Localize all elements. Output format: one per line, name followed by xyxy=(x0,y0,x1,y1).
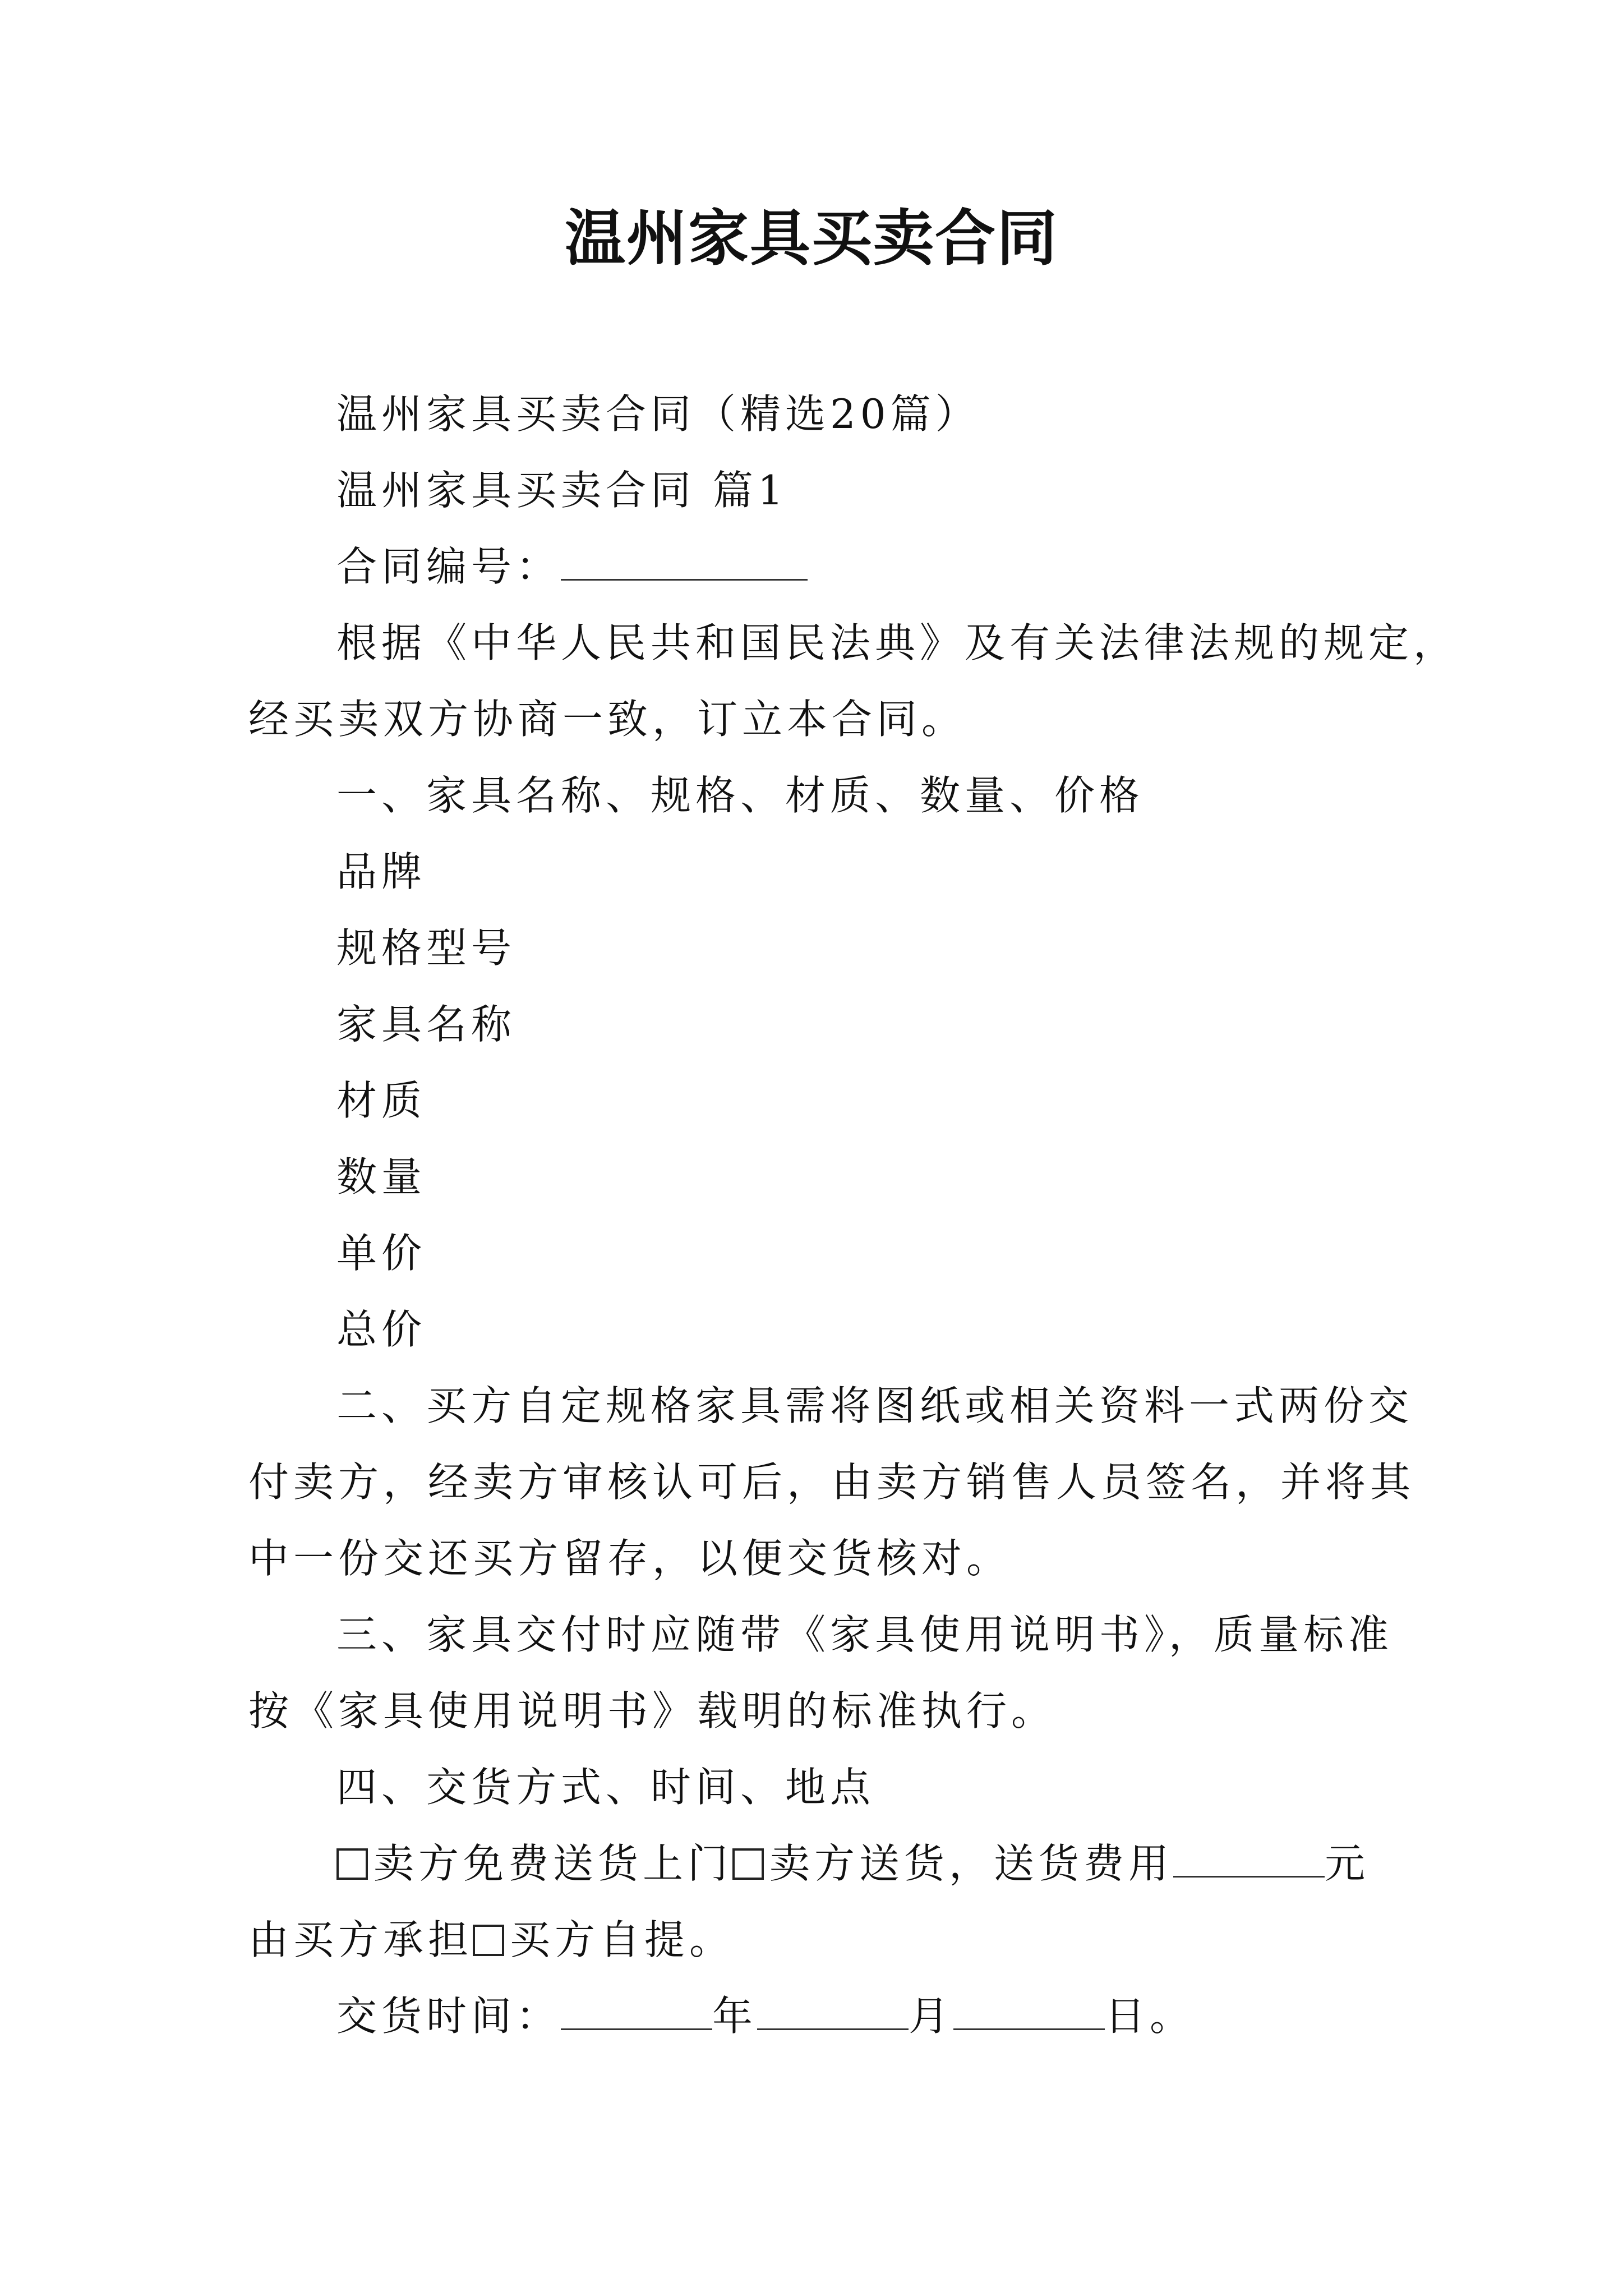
clause-3-line-2: 按《家具使用说明书》载明的标准执行。 xyxy=(248,1687,1057,1734)
section-heading: 温州家具买卖合同 篇1 xyxy=(336,467,788,514)
clause-2-line-1: 二、买方自定规格家具需将图纸或相关资料一式两份交 xyxy=(336,1382,1414,1429)
intro-line-1: 根据《中华人民共和国民法典》及有关法律法规的规定， xyxy=(336,619,1459,666)
contract-number-label: 合同编号： xyxy=(336,543,561,590)
subtitle: 温州家具买卖合同（精选20篇） xyxy=(336,390,980,438)
item-total-price: 总价 xyxy=(336,1306,427,1353)
checkbox-paid-delivery[interactable] xyxy=(732,1848,764,1880)
day-label: 日。 xyxy=(1105,1993,1195,2040)
item-model: 规格型号 xyxy=(336,924,517,972)
clause-1-heading: 一、家具名称、规格、材质、数量、价格 xyxy=(336,772,1145,819)
delivery-time-line xyxy=(336,1989,1391,2043)
delivery-options-line-2 xyxy=(248,1913,1393,1967)
year-blank xyxy=(561,1989,712,2030)
month-blank xyxy=(757,1989,909,2030)
delivery-option-free: 卖方免费送货上门 xyxy=(374,1840,733,1887)
year-label: 年 xyxy=(712,1993,758,2040)
month-label: 月 xyxy=(909,1993,954,2040)
delivery-option-pickup: 买方自提。 xyxy=(510,1916,735,1963)
delivery-options-line xyxy=(336,1837,1391,1890)
clause-4-heading: 四、交货方式、时间、地点 xyxy=(336,1764,875,1811)
checkbox-self-pickup[interactable] xyxy=(473,1925,504,1956)
document-title: 温州家具买卖合同 xyxy=(564,203,1058,274)
item-name: 家具名称 xyxy=(336,1001,517,1048)
delivery-option-paid: 卖方送货，送货费用 xyxy=(769,1840,1174,1887)
checkbox-free-delivery[interactable] xyxy=(336,1848,368,1880)
item-brand: 品牌 xyxy=(336,848,427,895)
item-unit-price: 单价 xyxy=(336,1230,427,1277)
clause-2-line-3: 中一份交还买方留存，以便交货核对。 xyxy=(248,1535,1012,1582)
intro-line-2: 经买卖双方协商一致，订立本合同。 xyxy=(248,696,967,743)
clause-3-line-1: 三、家具交付时应随带《家具使用说明书》，质量标准 xyxy=(336,1611,1394,1658)
delivery-fee-blank xyxy=(1173,1837,1325,1878)
clause-2-line-2: 付卖方，经卖方审核认可后，由卖方销售人员签名，并将其 xyxy=(248,1458,1415,1506)
contract-number-blank xyxy=(561,540,808,581)
delivery-time-label: 交货时间： xyxy=(336,1993,561,2040)
contract-number-line xyxy=(336,540,1391,593)
delivery-fee-unit: 元 xyxy=(1325,1840,1370,1887)
day-blank xyxy=(953,1989,1105,2030)
item-material: 材质 xyxy=(336,1077,427,1124)
delivery-buyer-bears: 由买方承担 xyxy=(248,1916,473,1963)
item-quantity: 数量 xyxy=(336,1153,427,1200)
